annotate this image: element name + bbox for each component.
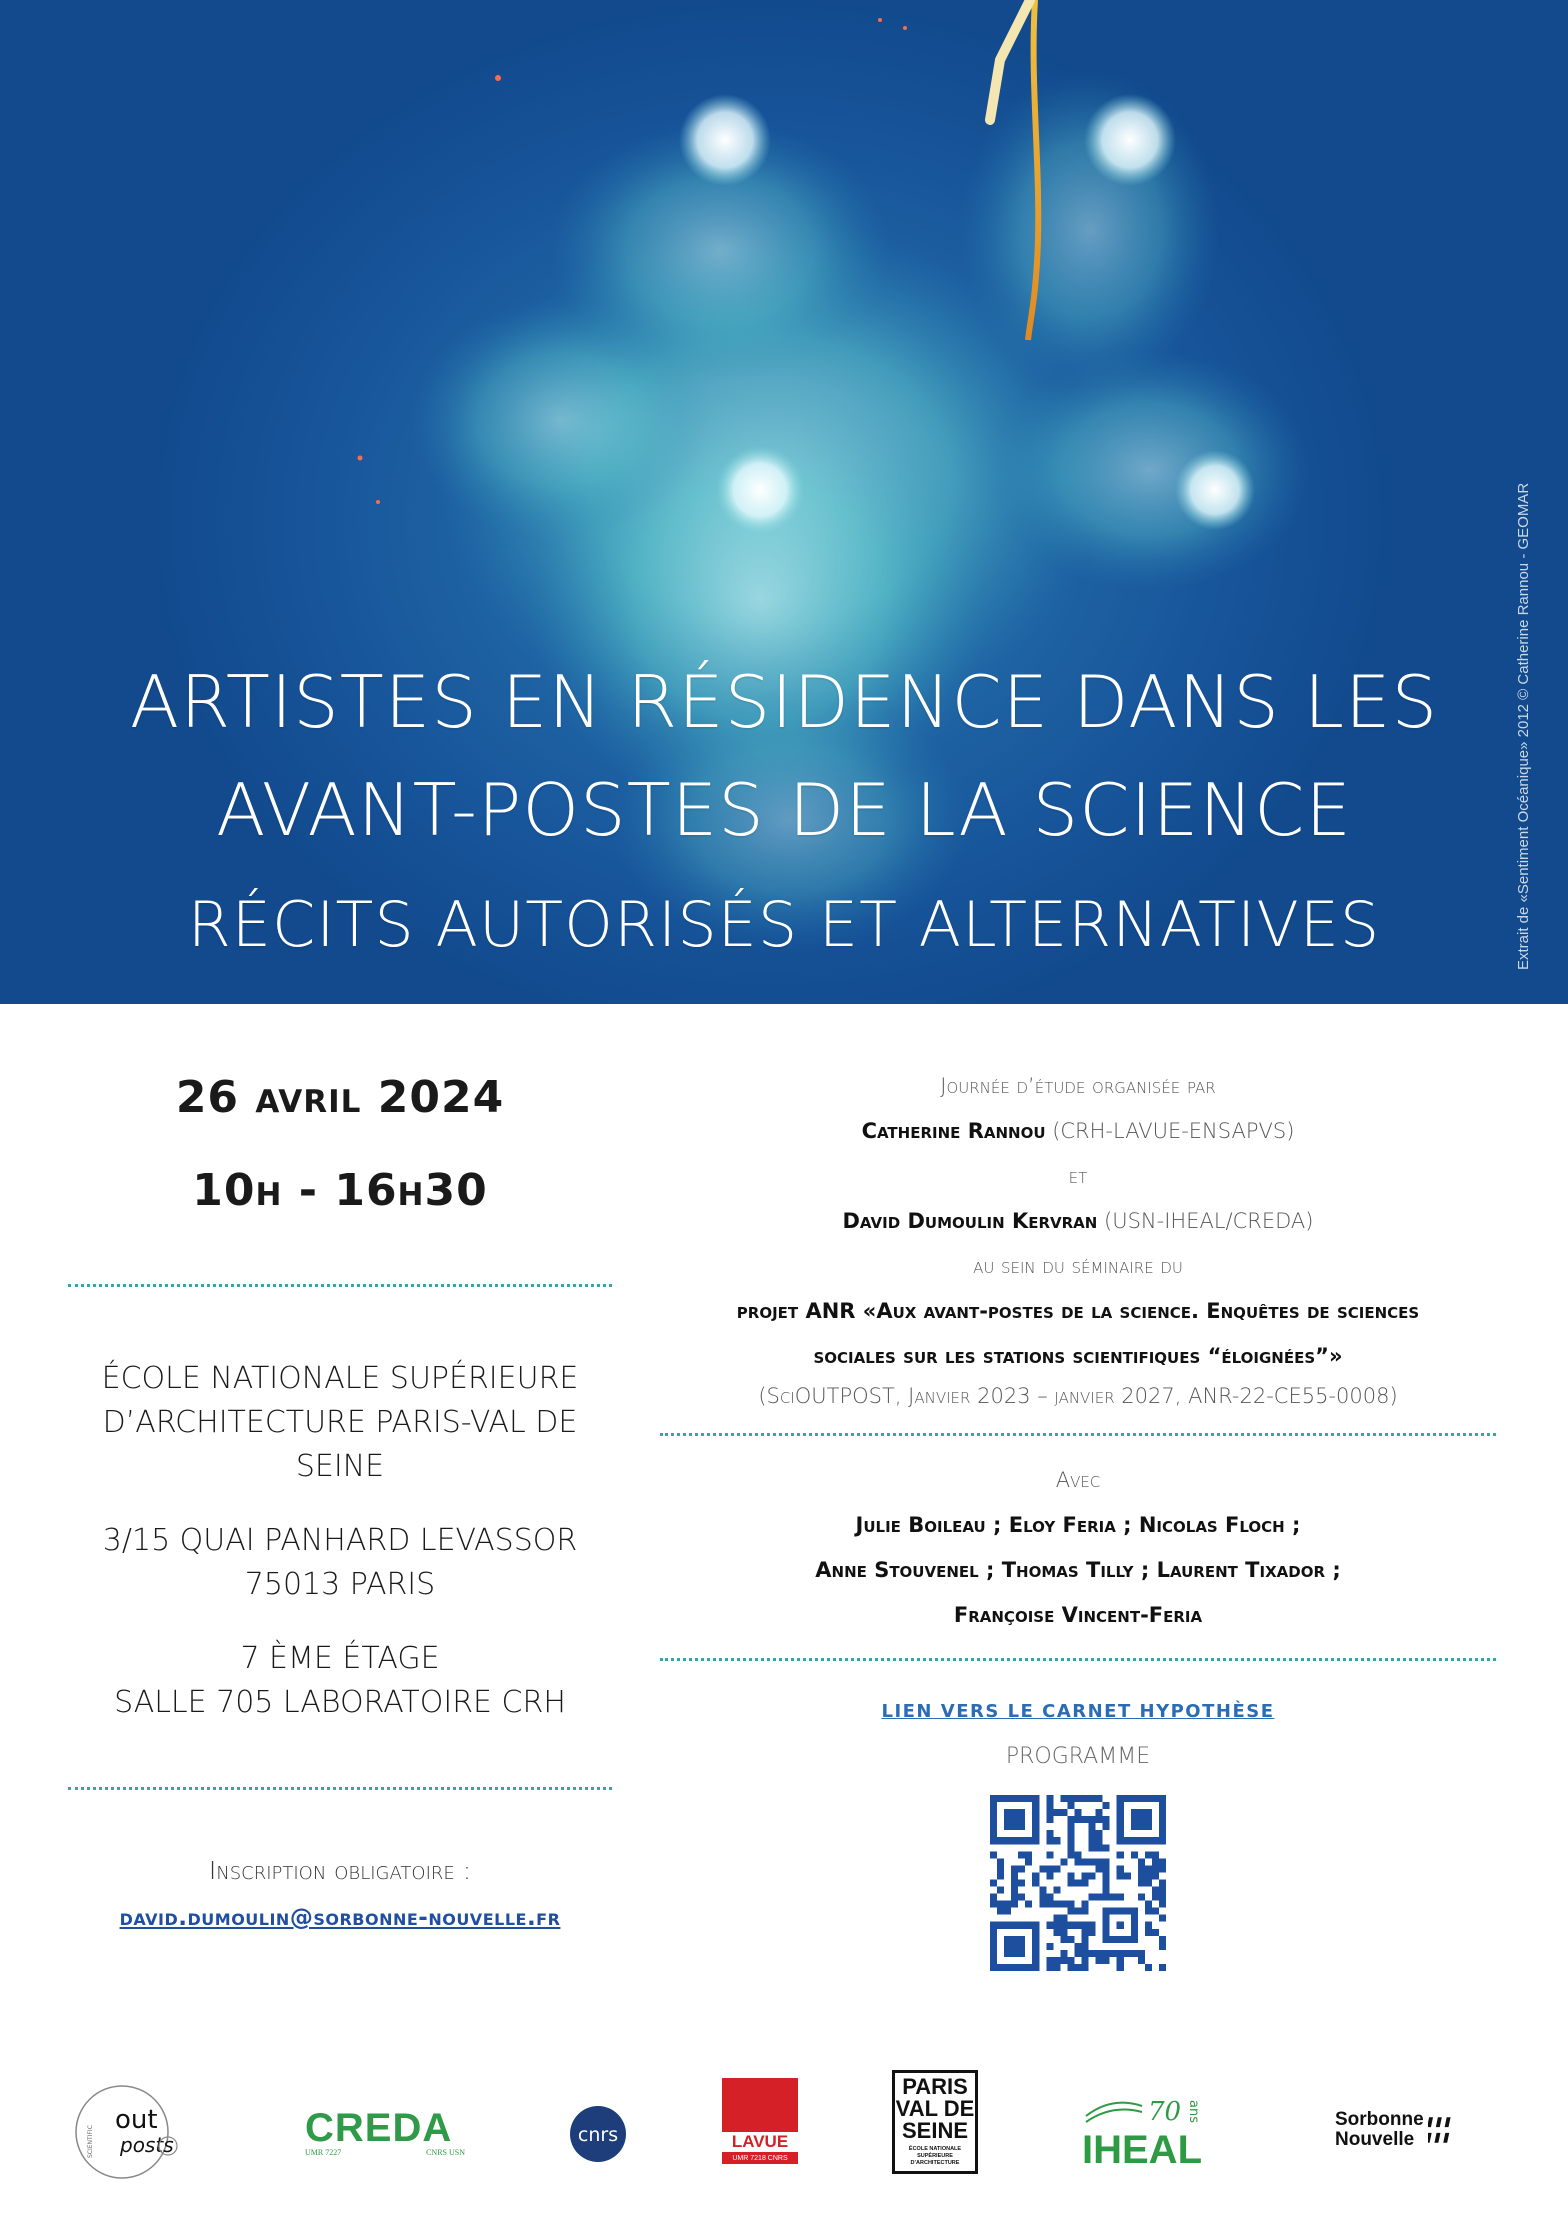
project-line-1: projet ANR «Aux avant-postes de la science. Enquêtes de sciences	[736, 1299, 1420, 1323]
title-line-1: ARTISTES EN RÉSIDENCE DANS LES	[129, 660, 1439, 744]
organizers-info	[660, 1064, 1496, 1971]
underwater-photo	[0, 0, 1568, 1004]
creda-logo	[305, 2108, 465, 2157]
project-line-2: sociales sur les stations scientifiques “éloignées”»	[813, 1344, 1343, 1368]
outposts-logo-tiny: SCIENTIFIC	[87, 2125, 94, 2158]
organizers-intro: Journée d’étude organisée par	[940, 1074, 1216, 1098]
programme-qr-code[interactable]	[990, 1795, 1166, 1971]
venue-room	[60, 1637, 620, 1725]
participants-line-3: Françoise Vincent-Feria	[953, 1603, 1203, 1627]
seminar-intro: au sein du séminaire du	[973, 1254, 1183, 1278]
participants-line-1: Julie Boileau ; Eloy Feria ; Nicolas Floch ;	[855, 1513, 1301, 1537]
paris-val-de-seine-logo	[892, 2070, 978, 2174]
lavue-logo-text: LAVUE	[722, 2132, 798, 2152]
dotted-divider	[68, 1787, 612, 1790]
iheal-badge-number: 70	[1148, 2097, 1182, 2127]
iheal-logo	[1082, 2086, 1222, 2176]
organizer-1-affiliation: (CRH-LAVUE-ENSAPVS)	[1045, 1119, 1295, 1143]
dotted-divider	[68, 1284, 612, 1287]
venue-line-2: D’ARCHITECTURE PARIS-VAL DE SEINE	[102, 1405, 578, 1484]
programme-label: PROGRAMME	[1005, 1744, 1151, 1769]
address-line-1: 3/15 QUAI PANHARD LEVASSOR	[102, 1523, 578, 1558]
lavue-logo-sub: UMR 7218 CNRS	[732, 2155, 788, 2162]
title-line-2: AVANT-POSTES DE LA SCIENCE	[216, 768, 1352, 852]
sorbonne-line-1: Sorbonne	[1335, 2109, 1424, 2130]
subtitle: RÉCITS AUTORISÉS ET ALTERNATIVES	[187, 888, 1381, 961]
sorbonne-line-2: Nouvelle	[1335, 2129, 1415, 2150]
partner-logos	[0, 2070, 1568, 2200]
and-text: et	[1068, 1164, 1088, 1188]
project-reference: (SciOUTPOST, Janvier 2023 – janvier 2027, ANR-22-CE55-0008)	[758, 1384, 1398, 1408]
pvs-line-3: SEINE	[901, 2118, 969, 2143]
floor-line: 7 ÈME ÉTAGE	[240, 1641, 440, 1676]
iheal-logo-text: IHEAL	[1082, 2128, 1202, 2172]
organizer-1	[660, 1109, 1496, 1154]
creda-logo-text: CREDA	[305, 2106, 453, 2150]
outposts-logo-posts: posts	[120, 2133, 174, 2157]
event-time: 10h - 16h30	[192, 1165, 488, 1216]
room-line: SALLE 705 LABORATOIRE CRH	[114, 1685, 566, 1720]
sorbonne-nouvelle-logo	[1335, 2110, 1455, 2150]
creda-sub-left: UMR 7227	[305, 2148, 342, 2157]
lavue-logo	[722, 2078, 798, 2164]
pvs-line-2: VAL DE	[895, 2096, 975, 2121]
venue-line-1: ÉCOLE NATIONALE SUPÉRIEURE	[101, 1361, 579, 1396]
event-date: 26 avril 2024	[175, 1072, 505, 1123]
venue-name	[60, 1357, 620, 1489]
sorbonne-mark-icon	[1428, 2113, 1455, 2147]
hero-image	[0, 0, 1568, 1004]
creda-sub-right: CNRS USN	[426, 2148, 465, 2157]
venue-address	[60, 1519, 620, 1607]
dotted-divider	[660, 1658, 1496, 1661]
organizer-2-name: David Dumoulin Kervran	[842, 1209, 1098, 1233]
participants-line-2: Anne Stouvenel ; Thomas Tilly ; Laurent Tixador ;	[815, 1558, 1341, 1582]
participants-label: Avec	[1055, 1468, 1101, 1492]
organizer-2-affiliation: (USN-IHEAL/CREDA)	[1097, 1209, 1314, 1233]
dotted-divider	[660, 1433, 1496, 1436]
iheal-badge-ans: ans	[1186, 2100, 1201, 2123]
event-info	[60, 1060, 620, 1931]
photo-credit: Extrait de «Sentiment Océanique» 2012 © Catherine Rannou - GEOMAR	[1515, 482, 1532, 970]
cnrs-logo	[568, 2104, 628, 2164]
registration-label: Inscription obligatoire :	[208, 1856, 472, 1885]
pvs-line-1: PARIS	[902, 2074, 968, 2099]
pvs-sub: ÉCOLE NATIONALE SUPÉRIEURE D’ARCHITECTURE	[908, 2146, 962, 2166]
carnet-hypothese-link[interactable]: LIEN VERS LE CARNET HYPOTHÈSE	[881, 1701, 1275, 1722]
address-line-2: 75013 PARIS	[244, 1567, 436, 1602]
cnrs-logo-text: cnrs	[577, 2124, 619, 2146]
outposts-logo	[70, 2080, 200, 2190]
organizer-2	[660, 1199, 1496, 1244]
organizer-1-name: Catherine Rannou	[861, 1119, 1046, 1143]
outposts-logo-out: out	[115, 2105, 158, 2135]
registration-email-link[interactable]: david.dumoulin@sorbonne-nouvelle.fr	[119, 1905, 561, 1931]
